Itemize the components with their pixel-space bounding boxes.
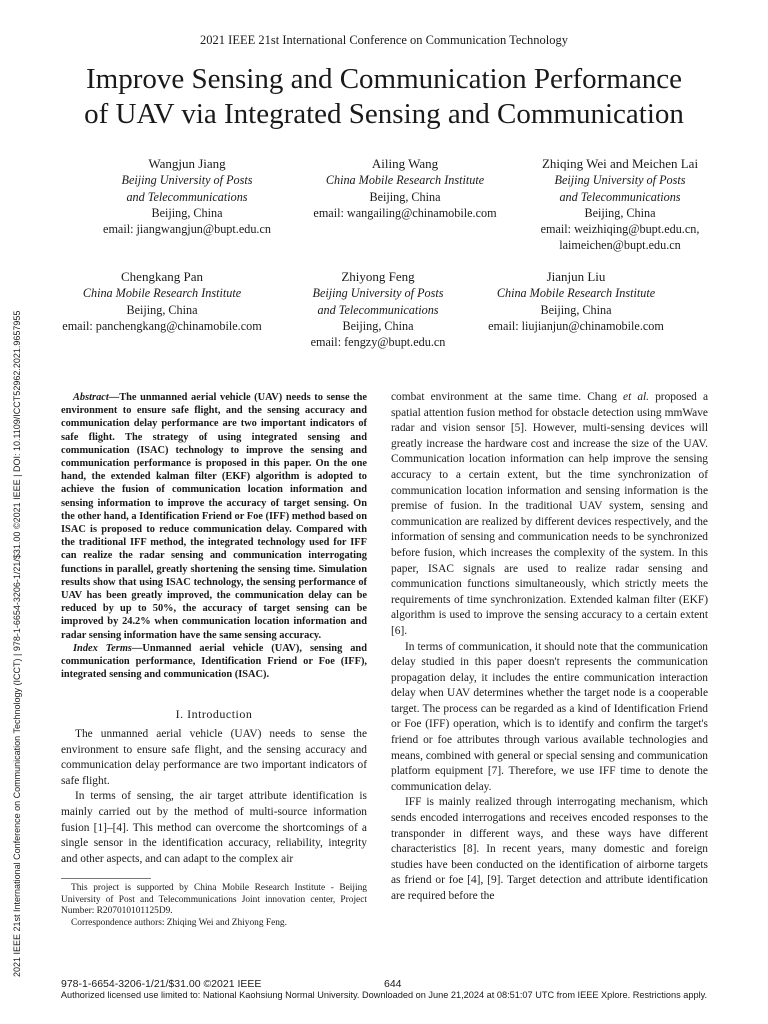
paragraph-text: combat environment at the same time. Chang <box>391 391 624 403</box>
author-email: email: liujianjun@chinamobile.com <box>488 318 664 333</box>
author-block-1 <box>87 156 287 237</box>
index-terms-label: Index Terms <box>73 642 132 654</box>
author-city: Beijing, China <box>584 205 656 220</box>
author-block-2 <box>295 156 515 221</box>
paragraph: The unmanned aerial vehicle (UAV) needs to sense the environment to ensure safe flight, and the sensing accuracy and communication delay performance are two important indicators of safe flight. <box>61 728 367 787</box>
copyright-line: 978-1-6654-3206-1/21/$31.00 ©2021 IEEE <box>61 978 262 990</box>
author-block-5 <box>278 269 478 350</box>
introduction-body <box>61 727 367 867</box>
doi-sidebar: 2021 IEEE 21st International Conference on Communication Technology (ICCT) | 978-1-6654-3206-1/21/$31.00 ©2021 IEEE | DOI: 10.1109/ICCT52962.2021.9657955 <box>12 310 22 977</box>
paper-title <box>20 62 748 132</box>
author-affiliation: and Telecommunications <box>559 189 681 204</box>
author-city: Beijing, China <box>126 302 198 317</box>
author-city: Beijing, China <box>540 302 612 317</box>
paper-title-line-1: Improve Sensing and Communication Performance <box>86 63 682 95</box>
paragraph: In terms of communication, it should note that the communication delay studied in this paper doesn't represents the communication propagation delay, it includes the entire communication interaction delay when UAV determines whether the target node is a cooperable target. The process can be regarded as a kind of Identification Friend or Foe (IFF) operation, which is to identify and confirm the target's friend or foe attributes through various available technologies and means, combined with general or special sensing and communication platform equipment [7]. Therefore, we use IFF time to denote the communication delay. <box>391 640 708 793</box>
author-email: email: wangailing@chinamobile.com <box>313 205 497 220</box>
author-block-3 <box>520 156 720 254</box>
author-block-6 <box>476 269 676 334</box>
author-affiliation: Beijing University of Posts <box>121 173 253 188</box>
author-email: email: fengzy@bupt.edu.cn <box>310 335 446 350</box>
author-affiliation: Beijing University of Posts <box>554 173 686 188</box>
author-name: Zhiqing Wei and Meichen Lai <box>541 156 699 171</box>
footnote-correspondence: Correspondence authors: Zhiqing Wei and Zhiyong Feng. <box>71 917 287 928</box>
paragraph: IFF is mainly realized through interrogating mechanism, which sends encoded interrogations and receives encoded responses to the transponder in different ways, and these ways have different characteristics [8]. In recent years, many domestic and foreign studies have been conducted on the identification of airborne targets as friend or foe [4], [9]. Target detection and attribute identification are required before the <box>391 796 708 902</box>
author-email: email: jiangwangjun@bupt.edu.cn <box>103 222 271 237</box>
author-city: Beijing, China <box>369 189 441 204</box>
paragraph-text: proposed a spatial attention fusion method for obstacle detection using mmWave radar and vision sensor [5]. However, multi-sensing devices will greatly increase the hardware cost and increase the size of the UAV. Communication location information can help improve the sensing accuracy to a certain extent, but the time synchronization of communication location information and sensing information is the premise of fusion. In the traditional UAV system, sensing and communication are realized by different devices respectively, and the information of sensing and communication needs to be synchronized before fusion, which increases the complexity of the system. In this paper, ISAC signals are used to realize radar sensing and communication functions simultaneously, which strictly meets the requirements of time synchronization. Extended kalman filter (EKF) algorithm is used to improve the sensing accuracy to a certain extent [6]. <box>391 391 708 637</box>
author-affiliation: and Telecommunications <box>126 189 248 204</box>
paragraph <box>391 390 708 640</box>
abstract <box>61 391 367 681</box>
author-name: Zhiyong Feng <box>341 269 415 284</box>
author-city: Beijing, China <box>151 205 223 220</box>
abstract-text: —The unmanned aerial vehicle (UAV) needs to sense the environment to ensure safe flight, and the sensing accuracy and communication delay performance are two important indicators of safe flight. The strategy of using integrated sensing and communication (ISAC) technology to improve the sensing and communication performance is proposed in this paper. On the one hand, the extended kalman filter (EKF) algorithm is adopted to achieve the fusion of communication location information and sensing information to improve the accuracy of target sensing. On the other hand, a Identification Friend or Foe (IFF) method based on ISAC is proposed to reduce communication delay. Compared with the traditional IFF method, the integrated technology used for IFF can realize the radar sensing and communication interrogating functions in parallel, greatly shortening the sensing time. Simulation results show that using ISAC technology, the sensing performance of UAV has been greatly improved, the communication delay can be reduced by up to 50%, the accuracy of target sensing can be improved by 24.2% when communication location information and radar sensing information have the same sensing accuracy. <box>61 392 367 641</box>
footnote-funding: This project is supported by China Mobile Research Institute - Beijing University of Post and Telecommunications Joint innovation center, Project Number: R20701010​1125D9. <box>61 883 367 917</box>
author-name: Jianjun Liu <box>546 269 606 284</box>
author-affiliation: China Mobile Research Institute <box>496 286 656 301</box>
conference-header: 2021 IEEE 21st International Conference on Communication Technology <box>200 33 568 47</box>
author-name: Chengkang Pan <box>121 269 203 284</box>
author-email: email: weizhiqing@bupt.edu.cn, <box>540 222 700 237</box>
right-column-body <box>391 390 708 905</box>
author-affiliation: China Mobile Research Institute <box>325 173 485 188</box>
author-city: Beijing, China <box>342 318 414 333</box>
author-block-4 <box>62 269 262 334</box>
author-email: email: panchengkang@chinamobile.com <box>62 318 262 333</box>
author-name: Ailing Wang <box>371 156 439 171</box>
footnote-divider <box>61 878 151 879</box>
footnote <box>61 883 367 929</box>
paper-title-line-2: of UAV via Integrated Sensing and Communication <box>84 98 684 130</box>
abstract-label: Abstract <box>73 392 109 403</box>
author-affiliation: and Telecommunications <box>317 302 439 317</box>
author-affiliation: Beijing University of Posts <box>312 286 444 301</box>
license-notice: Authorized licensed use limited to: National Kaohsiung Normal University. Downloaded on June 21,2024 at 08:51:07 UTC from IEEE Xplore. Restrictions apply. <box>60 990 708 1000</box>
section-heading-introduction: I. Introduction <box>175 707 253 721</box>
author-name: Wangjun Jiang <box>148 156 226 171</box>
page-number: 644 <box>384 978 402 990</box>
index-terms-text: —Unmanned aerial vehicle (UAV), sensing and communication performance, Identification Friend or Foe (IFF), integrated sensing and communication (ISAC). <box>61 642 367 681</box>
author-affiliation: China Mobile Research Institute <box>82 286 242 301</box>
citation-etal: et al. <box>623 391 650 403</box>
paragraph: In terms of sensing, the air target attribute identification is mainly carried out by the method of multi-source information fusion [1]–[4]. This method can overcome the shortcomings of a single sensor in the identification accuracy, reliability, integrity and other aspects, and can adapt to the complex air <box>61 790 367 865</box>
author-email: laimeichen@bupt.edu.cn <box>559 238 681 253</box>
